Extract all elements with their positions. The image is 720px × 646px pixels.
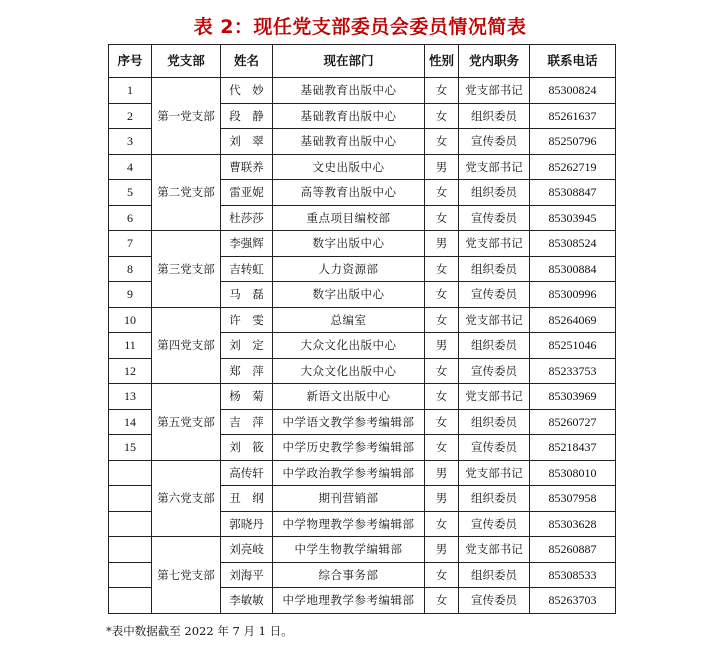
cell-dept: 中学地理教学参考编辑部 [273,588,425,614]
cell-phone: 85303628 [530,511,616,537]
header-phone: 联系电话 [530,45,616,78]
cell-gender: 男 [425,154,459,180]
cell-gender: 女 [425,180,459,206]
cell-name: 郑 萍 [221,358,273,384]
table-row [109,78,616,104]
cell-dept: 高等教育出版中心 [273,180,425,206]
cell-branch: 第一党支部 [152,78,221,155]
cell-role: 党支部书记 [459,231,530,257]
cell-gender: 女 [425,103,459,129]
cell-name: 李强辉 [221,231,273,257]
cell-role: 党支部书记 [459,384,530,410]
cell-gender: 男 [425,537,459,563]
table-title: 表 2：现任党支部委员会委员情况简表 [193,16,527,38]
cell-gender: 女 [425,282,459,308]
cell-role: 宣传委员 [459,588,530,614]
cell-phone: 85308847 [530,180,616,206]
cell-no: 7 [109,231,152,257]
cell-role: 组织委员 [459,103,530,129]
cell-dept: 基础教育出版中心 [273,78,425,104]
cell-no [109,460,152,486]
cell-gender: 女 [425,129,459,155]
cell-phone: 85303969 [530,384,616,410]
cell-phone: 85263703 [530,588,616,614]
cell-phone: 85300996 [530,282,616,308]
cell-no: 5 [109,180,152,206]
cell-gender: 男 [425,460,459,486]
cell-phone: 85218437 [530,435,616,461]
cell-no [109,588,152,614]
cell-dept: 新语文出版中心 [273,384,425,410]
cell-phone: 85233753 [530,358,616,384]
cell-dept: 数字出版中心 [273,231,425,257]
table-row [109,231,616,257]
committee-table [108,44,616,614]
cell-no: 12 [109,358,152,384]
cell-gender: 女 [425,205,459,231]
cell-gender: 男 [425,486,459,512]
table-row [109,537,616,563]
cell-dept: 人力资源部 [273,256,425,282]
cell-role: 党支部书记 [459,307,530,333]
cell-dept: 文史出版中心 [273,154,425,180]
cell-dept: 大众文化出版中心 [273,358,425,384]
cell-role: 宣传委员 [459,358,530,384]
cell-dept: 总编室 [273,307,425,333]
cell-phone: 85308533 [530,562,616,588]
cell-branch: 第二党支部 [152,154,221,231]
cell-phone: 85300824 [530,78,616,104]
cell-branch: 第六党支部 [152,460,221,537]
cell-name: 吉转虹 [221,256,273,282]
cell-name: 丑 纲 [221,486,273,512]
cell-name: 刘亮岐 [221,537,273,563]
cell-name: 雷亚妮 [221,180,273,206]
cell-phone: 85250796 [530,129,616,155]
cell-role: 党支部书记 [459,78,530,104]
cell-no [109,486,152,512]
cell-gender: 女 [425,409,459,435]
cell-dept: 数字出版中心 [273,282,425,308]
cell-no: 8 [109,256,152,282]
cell-role: 宣传委员 [459,435,530,461]
cell-branch: 第三党支部 [152,231,221,308]
cell-phone: 85308524 [530,231,616,257]
cell-gender: 男 [425,333,459,359]
cell-no: 6 [109,205,152,231]
cell-name: 吉 萍 [221,409,273,435]
cell-name: 刘 定 [221,333,273,359]
cell-gender: 女 [425,78,459,104]
cell-phone: 85260887 [530,537,616,563]
cell-phone: 85261637 [530,103,616,129]
cell-no: 3 [109,129,152,155]
cell-role: 党支部书记 [459,460,530,486]
cell-no: 14 [109,409,152,435]
cell-dept: 重点项目编校部 [273,205,425,231]
cell-no: 2 [109,103,152,129]
cell-name: 刘 翠 [221,129,273,155]
header-dept: 现在部门 [273,45,425,78]
cell-branch: 第四党支部 [152,307,221,384]
cell-no: 9 [109,282,152,308]
cell-no: 15 [109,435,152,461]
cell-role: 党支部书记 [459,537,530,563]
cell-phone: 85260727 [530,409,616,435]
cell-gender: 女 [425,307,459,333]
cell-no [109,562,152,588]
cell-branch: 第五党支部 [152,384,221,461]
cell-no: 10 [109,307,152,333]
cell-name: 李敏敏 [221,588,273,614]
cell-role: 宣传委员 [459,205,530,231]
cell-role: 宣传委员 [459,282,530,308]
cell-gender: 女 [425,256,459,282]
cell-role: 组织委员 [459,333,530,359]
table-body [109,78,616,614]
cell-no: 1 [109,78,152,104]
cell-gender: 男 [425,231,459,257]
cell-dept: 基础教育出版中心 [273,129,425,155]
cell-gender: 女 [425,358,459,384]
header-branch: 党支部 [152,45,221,78]
cell-no: 11 [109,333,152,359]
cell-name: 许 雯 [221,307,273,333]
cell-name: 高传轩 [221,460,273,486]
cell-dept: 中学政治教学参考编辑部 [273,460,425,486]
header-no: 序号 [109,45,152,78]
header-name: 姓名 [221,45,273,78]
cell-gender: 女 [425,435,459,461]
cell-name: 杨 菊 [221,384,273,410]
cell-dept: 中学语文教学参考编辑部 [273,409,425,435]
cell-dept: 期刊营销部 [273,486,425,512]
cell-dept: 基础教育出版中心 [273,103,425,129]
cell-role: 组织委员 [459,256,530,282]
cell-name: 代 妙 [221,78,273,104]
cell-gender: 女 [425,588,459,614]
cell-name: 曹联养 [221,154,273,180]
cell-phone: 85300884 [530,256,616,282]
cell-gender: 女 [425,562,459,588]
cell-name: 段 静 [221,103,273,129]
cell-no: 13 [109,384,152,410]
cell-gender: 女 [425,384,459,410]
cell-name: 马 磊 [221,282,273,308]
table-row [109,384,616,410]
cell-name: 郭晓丹 [221,511,273,537]
footnote: *表中数据截至 2022 年 7 月 1 日。 [106,624,293,638]
table-row [109,460,616,486]
cell-phone: 85251046 [530,333,616,359]
header-role: 党内职务 [459,45,530,78]
cell-phone: 85303945 [530,205,616,231]
cell-name: 杜莎莎 [221,205,273,231]
cell-phone: 85262719 [530,154,616,180]
cell-branch: 第七党支部 [152,537,221,614]
cell-no [109,511,152,537]
cell-role: 党支部书记 [459,154,530,180]
cell-dept: 中学历史教学参考编辑部 [273,435,425,461]
table-row [109,307,616,333]
cell-role: 组织委员 [459,486,530,512]
cell-dept: 大众文化出版中心 [273,333,425,359]
cell-role: 宣传委员 [459,129,530,155]
table-row [109,154,616,180]
cell-role: 宣传委员 [459,511,530,537]
cell-dept: 中学生物教学编辑部 [273,537,425,563]
cell-gender: 女 [425,511,459,537]
cell-role: 组织委员 [459,409,530,435]
cell-role: 组织委员 [459,562,530,588]
header-row [109,45,616,78]
cell-name: 刘海平 [221,562,273,588]
cell-no [109,537,152,563]
header-gender: 性别 [425,45,459,78]
cell-dept: 综合事务部 [273,562,425,588]
cell-phone: 85264069 [530,307,616,333]
cell-name: 刘 筱 [221,435,273,461]
cell-no: 4 [109,154,152,180]
cell-dept: 中学物理教学参考编辑部 [273,511,425,537]
cell-phone: 85307958 [530,486,616,512]
cell-role: 组织委员 [459,180,530,206]
cell-phone: 85308010 [530,460,616,486]
